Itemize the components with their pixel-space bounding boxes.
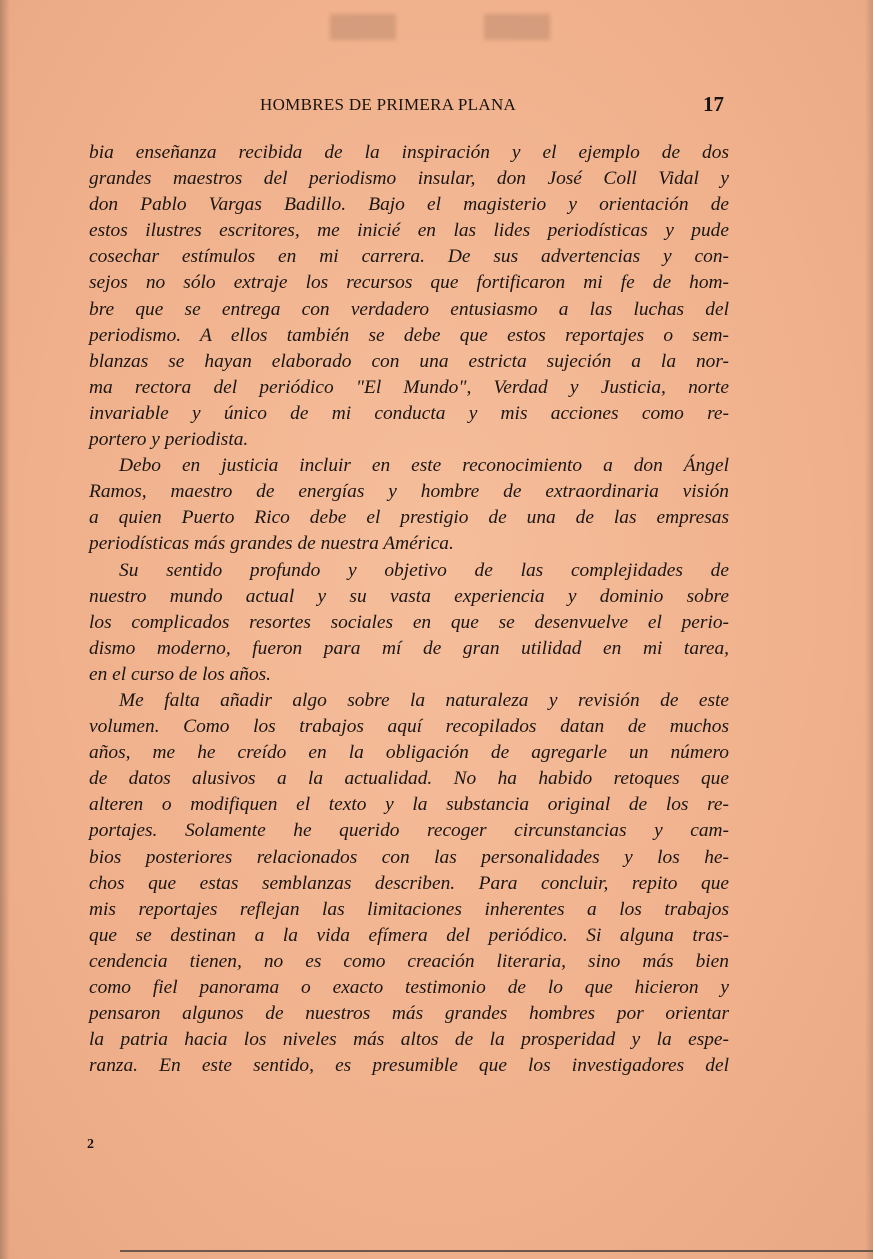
page-left-shadow: [0, 0, 10, 1259]
text-line: mis reportajes reflejan las limitaciones inherentes a los trabajos: [89, 898, 729, 920]
text-line: años, me he creído en la obligación de agregarle un número: [89, 742, 729, 764]
text-line: como fiel panorama o exacto testimonio de lo que hicieron y: [89, 977, 729, 998]
text-line: cendencia tienen, no es como creación literaria, sino más bien: [89, 950, 729, 972]
text-line: dismo moderno, fueron para mí de gran utilidad en mi tarea,: [89, 637, 729, 659]
text-line: portero y periodista.: [89, 429, 249, 451]
text-line: la patria hacia los niveles más altos de la prosperidad y la espe-: [89, 1029, 729, 1051]
text-line: grandes maestros del periodismo insular, don José Coll Vidal y: [89, 168, 729, 190]
text-line: periodísticas más grandes de nuestra América.: [89, 533, 454, 555]
text-line: pensaron algunos de nuestros más grandes hombres por orientar: [89, 1003, 729, 1025]
text-line: alteren o modifiquen el texto y la substancia original de los re-: [89, 794, 729, 816]
text-line: ranza. En este sentido, es presumible que los investigadores del: [89, 1055, 729, 1077]
text-line: blanzas se hayan elaborado con una estricta sujeción a la nor-: [89, 350, 729, 372]
text-line: volumen. Como los trabajos aquí recopilados datan de muchos: [89, 716, 729, 738]
text-line: cosechar estímulos en mi carrera. De sus advertencias y con-: [89, 246, 729, 268]
text-line: a quien Puerto Rico debe el prestigio de una de las empresas: [89, 507, 729, 529]
text-line: los complicados resortes sociales en que se desenvuelve el perio-: [89, 611, 729, 633]
page-right-shadow: [865, 0, 873, 1259]
text-line: estos ilustres escritores, me inicié en las lides periodísticas y pude: [89, 220, 729, 242]
text-line: chos que estas semblanzas describen. Para concluir, repito que: [89, 872, 729, 894]
running-head: HOMBRES DE PRIMERA PLANA: [260, 95, 517, 114]
text-line: nuestro mundo actual y su vasta experiencia y dominio sobre: [89, 585, 729, 607]
text-line: sejos no sólo extraje los recursos que fortificaron mi fe de hom-: [89, 272, 729, 294]
text-line: Ramos, maestro de energías y hombre de extraordinaria visión: [89, 481, 729, 503]
text-line: que se destinan a la vida efímera del periódico. Si alguna tras-: [89, 924, 729, 946]
text-line: periodismo. A ellos también se debe que estos reportajes o sem-: [89, 324, 729, 346]
bottom-rule: [120, 1250, 873, 1252]
body-text: [89, 140, 729, 1079]
page-number: 17: [703, 92, 724, 116]
text-line: en el curso de los años.: [89, 663, 272, 685]
text-line: de datos alusivos a la actualidad. No ha habido retoques que: [89, 768, 729, 790]
text-line: bia enseñanza recibida de la inspiración y el ejemplo de dos: [89, 142, 729, 163]
text-line: Me falta añadir algo sobre la naturaleza y revisión de este: [119, 689, 729, 711]
text-line: ma rectora del periódico "El Mundo", Verdad y Justicia, norte: [89, 376, 729, 398]
text-line: Su sentido profundo y objetivo de las complejidades de: [119, 559, 729, 581]
text-line: invariable y único de mi conducta y mis acciones como re-: [89, 402, 729, 424]
signature-mark: 2: [87, 1137, 94, 1152]
text-line: bre que se entrega con verdadero entusiasmo a las luchas del: [89, 298, 729, 320]
bleed-through-mark: [330, 14, 396, 40]
bleed-through-mark: [484, 14, 550, 40]
text-line: bios posteriores relacionados con las personalidades y los he-: [89, 846, 729, 868]
text-line: portajes. Solamente he querido recoger circunstancias y cam-: [89, 820, 729, 842]
text-line: don Pablo Vargas Badillo. Bajo el magisterio y orientación de: [89, 194, 729, 216]
text-line: Debo en justicia incluir en este reconocimiento a don Ángel: [119, 455, 729, 477]
